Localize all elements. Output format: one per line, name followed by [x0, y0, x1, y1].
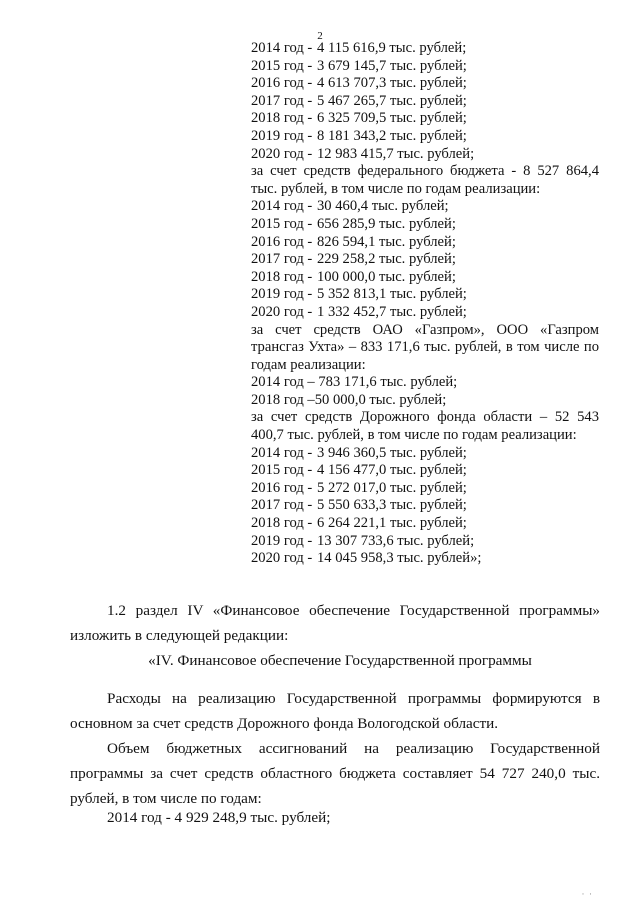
list-item — [251, 234, 599, 252]
list-item — [251, 515, 599, 533]
year-label: 2014 год - — [251, 198, 313, 215]
section-heading-block — [70, 648, 610, 673]
list-item — [251, 110, 599, 128]
federal-budget-paragraph: за счет средств федерального бюджета - 8 527 864,4 тыс. рублей, в том числе по годам реализации: — [251, 163, 599, 197]
road-fund-by-year — [251, 445, 599, 568]
list-item — [251, 480, 599, 498]
year-label: 2016 год - — [251, 233, 313, 250]
volume-paragraph: Объем бюджетных ассигнований на реализацию Государственной программы за счет средств областного бюджета составляет 54 727 240,0 тыс. рублей, в том числе по годам: — [70, 740, 600, 807]
list-item — [251, 75, 599, 93]
list-item — [251, 462, 599, 480]
gazprom-2018-line: 2018 год –50 000,0 тыс. рублей; — [251, 391, 447, 408]
funding-column — [251, 40, 599, 568]
amount-value: 656 285,9 тыс. рублей; — [317, 215, 456, 232]
road-fund-paragraph: за счет средств Дорожного фонда области – 52 543 400,7 тыс. рублей, в том числе по годам реализации: — [251, 409, 599, 444]
year-label: 2016 год - — [251, 75, 313, 92]
amount-value: 1 332 452,7 тыс. рублей; — [317, 303, 467, 320]
year-label: 2018 год - — [251, 268, 313, 285]
year-label: 2014 год - — [251, 444, 313, 461]
year-label: 2016 год - — [251, 479, 313, 496]
list-item — [251, 146, 599, 164]
amount-value: 4 115 616,9 тыс. рублей; — [317, 40, 467, 56]
year-label: 2017 год - — [251, 251, 313, 268]
year-label: 2020 год - — [251, 303, 313, 320]
year-label: 2017 год - — [251, 497, 313, 514]
amount-value: 3 679 145,7 тыс. рублей; — [317, 57, 467, 74]
amount-value: 5 352 813,1 тыс. рублей; — [317, 286, 467, 303]
federal-budget-by-year — [251, 198, 599, 321]
expenses-paragraph: Расходы на реализацию Государственной программы формируются в основном за счет средств Дорожного фонда Вологодской области. — [70, 690, 600, 732]
amount-value: 4 613 707,3 тыс. рублей; — [317, 75, 467, 92]
amount-value: 13 307 733,6 тыс. рублей; — [317, 532, 475, 549]
year-label: 2019 год - — [251, 532, 313, 549]
final-line-block — [107, 805, 637, 830]
amount-value: 8 181 343,2 тыс. рублей; — [317, 127, 467, 144]
list-item — [251, 445, 599, 463]
year-label: 2015 год - — [251, 462, 313, 479]
year-label: 2017 год - — [251, 92, 313, 109]
section-instruction-text: 1.2 раздел IV «Финансовое обеспечение Государственной программы» изложить в следующей редакции: — [70, 602, 600, 644]
amount-value: 6 264 221,1 тыс. рублей; — [317, 515, 467, 532]
year-label: 2014 год - — [251, 40, 313, 56]
amount-value: 6 325 709,5 тыс. рублей; — [317, 110, 467, 127]
gazprom-2014-line: 2014 год – 783 171,6 тыс. рублей; — [251, 374, 458, 391]
amount-value: 100 000,0 тыс. рублей; — [317, 268, 456, 285]
regional-budget-by-year — [251, 40, 599, 163]
list-item — [251, 216, 599, 234]
expenses-block — [70, 686, 600, 736]
year-label: 2018 год - — [251, 515, 313, 532]
amount-value: 30 460,4 тыс. рублей; — [317, 198, 449, 215]
corner-scan-mark: · · — [581, 889, 592, 899]
section-instruction — [70, 598, 600, 648]
year-label: 2015 год - — [251, 215, 313, 232]
list-item — [251, 128, 599, 146]
final-year-line: 2014 год - 4 929 248,9 тыс. рублей; — [107, 809, 331, 826]
year-label: 2018 год - — [251, 110, 313, 127]
list-item — [251, 550, 599, 568]
year-label: 2020 год - — [251, 550, 313, 567]
gazprom-paragraph: за счет средств ОАО «Газпром», ООО «Газпром трансгаз Ухта» – 833 171,6 тыс. рублей, в том числе по годам реализации: — [251, 321, 599, 373]
list-item — [251, 93, 599, 111]
list-item — [251, 251, 599, 269]
year-label: 2019 год - — [251, 286, 313, 303]
amount-value: 14 045 958,3 тыс. рублей»; — [317, 550, 482, 567]
amount-value: 826 594,1 тыс. рублей; — [317, 233, 456, 250]
list-item — [251, 533, 599, 551]
amount-value: 5 550 633,3 тыс. рублей; — [317, 497, 467, 514]
year-label: 2020 год - — [251, 145, 313, 162]
amount-value: 4 156 477,0 тыс. рублей; — [317, 462, 467, 479]
amount-value: 3 946 360,5 тыс. рублей; — [317, 444, 467, 461]
page-number: 2 — [317, 30, 323, 42]
amount-value: 5 467 265,7 тыс. рублей; — [317, 92, 467, 109]
year-label: 2015 год - — [251, 57, 313, 74]
list-item — [251, 198, 599, 216]
amount-value: 12 983 415,7 тыс. рублей; — [317, 145, 475, 162]
list-item — [251, 497, 599, 515]
list-item — [251, 286, 599, 304]
list-item — [251, 269, 599, 287]
year-label: 2019 год - — [251, 127, 313, 144]
amount-value: 229 258,2 тыс. рублей; — [317, 251, 456, 268]
list-item — [251, 304, 599, 322]
amount-value: 5 272 017,0 тыс. рублей; — [317, 479, 467, 496]
volume-block — [70, 736, 600, 811]
list-item — [251, 58, 599, 76]
list-item — [251, 40, 599, 58]
section-heading: «IV. Финансовое обеспечение Государственной программы — [148, 652, 532, 669]
